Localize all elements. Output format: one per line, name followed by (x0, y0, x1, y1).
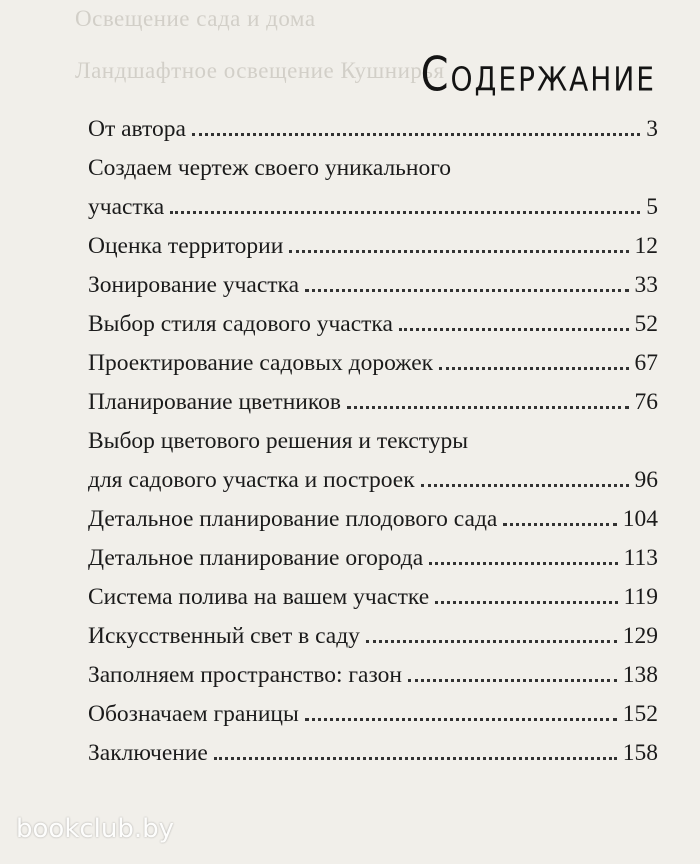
bleed-through-line: Освещение сада и дома (75, 6, 316, 31)
toc-entry[interactable] (88, 539, 658, 578)
toc-leader-dots (435, 601, 617, 604)
toc-entry-title: Обозначаем границы (88, 701, 299, 727)
toc-leader-dots (429, 562, 617, 565)
toc-page-number: 5 (646, 194, 658, 220)
toc-entry[interactable] (88, 656, 658, 695)
toc-entry-title: От автора (88, 116, 186, 142)
toc-leader-dots (503, 523, 616, 526)
toc-page-number: 76 (634, 389, 658, 415)
toc-entry[interactable] (88, 500, 658, 539)
bleed-through-line: Ландшафтное освещение Кушнирья (75, 58, 445, 83)
toc-entry-title: Заключение (88, 740, 208, 766)
toc-page-number: 129 (622, 623, 658, 649)
toc-leader-dots (214, 757, 617, 760)
toc-page-number: 3 (646, 116, 658, 142)
toc-page-number: 138 (622, 662, 658, 688)
toc-page-number: 113 (623, 545, 658, 571)
toc-entry-title: Система полива на вашем участке (88, 584, 430, 610)
toc-page-number: 104 (622, 506, 658, 532)
toc-page-number: 33 (634, 272, 658, 298)
toc-entry-title: Оценка территории (88, 233, 284, 259)
toc-leader-dots (170, 211, 640, 214)
toc-entry[interactable] (88, 305, 658, 344)
toc-leader-dots (289, 250, 628, 253)
toc-entry-title: Проектирование садовых дорожек (88, 350, 434, 376)
toc-entry-title-continued: участка (88, 194, 165, 220)
toc-entry-title: Планирование цветников (88, 389, 341, 415)
toc-entry[interactable] (88, 344, 658, 383)
table-of-contents (88, 110, 658, 773)
toc-page-number: 119 (623, 584, 658, 610)
toc-entry-title: Заполняем пространство: газон (88, 662, 402, 688)
toc-page-number: 96 (634, 467, 658, 493)
toc-entry-title: Детальное планирование огорода (88, 545, 424, 571)
toc-leader-dots (305, 718, 617, 721)
toc-entry[interactable] (88, 383, 658, 422)
toc-leader-dots (399, 328, 629, 331)
toc-leader-dots (192, 133, 640, 136)
toc-page-number: 52 (634, 311, 658, 337)
toc-page-number: 12 (634, 233, 658, 259)
toc-entry-title: Искусственный свет в саду (88, 623, 360, 649)
toc-entry[interactable] (88, 578, 658, 617)
toc-entry-title: Выбор стиля садового участка (88, 311, 393, 337)
toc-page-number: 152 (622, 701, 658, 727)
toc-entry-title: Детальное планирование плодового сада (88, 506, 498, 532)
toc-entry[interactable] (88, 617, 658, 656)
toc-leader-dots (421, 484, 629, 487)
toc-leader-dots (439, 367, 628, 370)
toc-leader-dots (347, 406, 629, 409)
page-title: Содержание (420, 48, 656, 103)
toc-leader-dots (408, 679, 617, 682)
toc-entry-title: Выбор цветового решения и текстуры (88, 428, 469, 454)
toc-entry[interactable] (88, 149, 658, 227)
toc-entry-title: Создаем чертеж своего уникального (88, 155, 452, 181)
toc-entry[interactable] (88, 227, 658, 266)
toc-entry-title: Зонирование участка (88, 272, 300, 298)
toc-entry[interactable] (88, 266, 658, 305)
toc-entry[interactable] (88, 422, 658, 500)
toc-entry-title-continued: для садового участка и построек (88, 467, 415, 493)
toc-entry[interactable] (88, 110, 658, 149)
watermark: bookclub.by (16, 814, 175, 844)
toc-page-number: 67 (634, 350, 658, 376)
toc-page-number: 158 (622, 740, 658, 766)
toc-leader-dots (305, 289, 628, 292)
toc-entry[interactable] (88, 695, 658, 734)
toc-leader-dots (366, 640, 617, 643)
toc-entry[interactable] (88, 734, 658, 773)
